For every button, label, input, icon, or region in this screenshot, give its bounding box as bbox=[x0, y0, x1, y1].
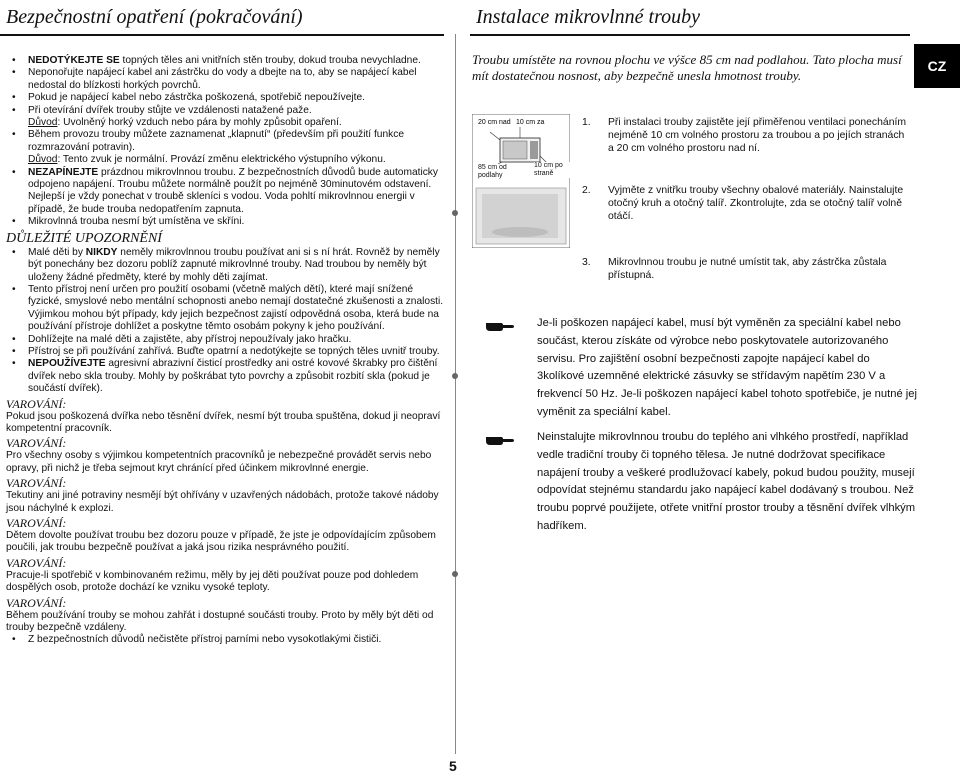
warning-heading: VAROVÁNÍ: bbox=[6, 436, 67, 451]
warning-heading: VAROVÁNÍ: bbox=[6, 595, 67, 610]
divider-dot bbox=[452, 373, 458, 379]
install-step bbox=[582, 256, 911, 282]
list-item: • NEPOUŽÍVEJTE agresivní abrazivní čisticí prostředky ani ostré kovové škrabky pro čištění dvířek nebo skla trouby. Mohly by poškrábat tyto povrchy a způsobit rozbití skla (pokud je součástí dvířek). bbox=[6, 358, 446, 395]
power-cable-note: Je-li poškozen napájecí kabel, musí být vyměněn za speciální kabel nebo součást, kterou získáte od výrobce nebo poskytovatele autorizovaného servisu. Pro zajištění osobní bezpečnosti zapojte napájecí kabel do 3kolíkové uzemněné elektrické zásuvky se střídavým napětím 230 V a frekvencí 50 Hz. Je-li poškozen napájecí kabel tohoto spotřebiče, je nutné jej vyměnit za speciální kabel. bbox=[537, 317, 917, 418]
pointing-hand-icon bbox=[485, 431, 515, 447]
installation-intro: Troubu umístěte na rovnou plochu ve výšce 85 cm nad podlahou. Tato plocha musí mít dostatečnou nosnost, aby bezpečně unesla hmotnost trouby. bbox=[472, 52, 902, 83]
list-item: • Během provozu trouby můžete zaznamenat „klapnutí“ (především při použití funkce rozmrazování potravin). bbox=[6, 129, 446, 154]
label-floor: 85 cm od podlahy bbox=[478, 164, 512, 180]
install-step bbox=[582, 184, 911, 223]
step-number: 2. bbox=[582, 185, 591, 196]
important-heading: DŮLEŽITÉ UPOZORNĚNÍ bbox=[6, 230, 162, 246]
list-item: • Při otevírání dvířek trouby stůjte ve vzdálenosti natažené paže. bbox=[6, 105, 446, 117]
microwave-door bbox=[503, 141, 527, 159]
turntable bbox=[492, 227, 548, 237]
divider-dot bbox=[452, 210, 458, 216]
warning-text: Během používání trouby se mohou zahřát i dostupné součásti trouby. Proto by měly být děti od trouby bezpečně vzdáleny. bbox=[6, 609, 434, 634]
left-header bbox=[0, 0, 444, 36]
step-text: Při instalaci trouby zajistěte její přiměřenou ventilaci ponecháním nejméně 10 cm volného prostoru za troubou a po jejích stranách a 20 cm volného prostoru nad ní. bbox=[608, 117, 907, 154]
safety-column bbox=[6, 55, 446, 647]
page-number: 5 bbox=[449, 758, 457, 774]
warning-text: Dětem dovolte používat troubu bez dozoru pouze v případě, že jste je odpovídajícím způsobem poučili, jak troubu bezpečně používat a jaká jsou rizika nesprávného použití. bbox=[6, 530, 436, 554]
step-text: Mikrovlnnou troubu je nutné umístit tak, aby zástrčka zůstala přístupná. bbox=[608, 257, 887, 281]
list-item: • Dohlížejte na malé děti a zajistěte, aby přístroj nepoužívaly jako hračku. bbox=[6, 334, 446, 346]
step-text: Vyjměte z vnitřku trouby všechny obalové materiály. Nainstalujte otočný kruh a otočný talíř. Zkontrolujte, zda se otočný talíř volně otáčí. bbox=[608, 185, 904, 222]
label-side: 10 cm po straně bbox=[534, 162, 570, 178]
label-top: 20 cm nad bbox=[478, 119, 511, 126]
warning-text: Pracuje-li spotřebič v kombinovaném režimu, měly by jej děti používat pouze pod dohledem dospělých osob, protože dochází ke vzniku vysoké teploty. bbox=[6, 569, 419, 594]
warning-text: Pokud jsou poškozená dvířka nebo těsnění dvířek, nesmí být trouba spuštěna, dokud ji neopraví kompetentní pracovník. bbox=[6, 410, 441, 434]
column-divider bbox=[455, 34, 456, 754]
label-side-box bbox=[534, 162, 570, 184]
right-header-title: Instalace mikrovlnné trouby bbox=[476, 6, 701, 28]
step-number: 1. bbox=[582, 117, 591, 128]
label-floor-box bbox=[478, 164, 512, 186]
control-panel bbox=[530, 141, 538, 159]
warning-text: Pro všechny osoby s výjimkou kompetentních pracovníků je nebezpečné provádět servis nebo opravy, při nichž je třeba sejmout kryt chránící před účinkem mikrovlnné energie. bbox=[6, 450, 432, 474]
list-item: • NEZAPÍNEJTE prázdnou mikrovlnnou troubu. Z bezpečnostních důvodů bude automaticky odpojeno napájení. Troubu můžete normálně použít po nejméně 30minutovém odstavení. bbox=[6, 167, 446, 192]
placement-note: Neinstalujte mikrovlnnou troubu do teplého ani vlhkého prostředí, například vedle tradiční trouby či topného tělesa. Je nutné dodržovat specifikace napájení trouby a veškeré prodlužovací kabely, pokud budou použity, musejí odpovídat stejnému standardu jako napájecí kabel dodávaný s troubou. Než troubu poprvé použijete, otřete vnitřní prostor trouby a těsnění dvířek vlhkým hadříkem. bbox=[537, 431, 916, 532]
warning-heading: VAROVÁNÍ: bbox=[6, 555, 67, 570]
pointing-hand-icon bbox=[485, 317, 515, 333]
list-item: • Mikrovlnná trouba nesmí být umístěna ve skříni. bbox=[6, 216, 446, 228]
step-number: 3. bbox=[582, 257, 591, 268]
list-item: • Přístroj se při používání zahřívá. Buďte opatrní a nedotýkejte se topných těles uvnitř trouby. bbox=[6, 346, 446, 358]
install-step bbox=[582, 116, 911, 155]
list-item: • NEDOTÝKEJTE SE topných těles ani vnitřních stěn trouby, dokud trouba nevychladne. bbox=[6, 55, 446, 67]
warning-heading: VAROVÁNÍ: bbox=[6, 476, 67, 491]
left-header-title: Bezpečnostní opatření (pokračování) bbox=[6, 6, 303, 28]
reason-line: Důvod: Uvolněný horký vzduch nebo pára by mohly způsobit opaření. bbox=[28, 117, 342, 129]
warning-text: Tekutiny ani jiné potraviny nesmějí být ohřívány v uzavřených nádobách, protože takové nádoby jsou náchylné k explozi. bbox=[6, 490, 439, 514]
list-item: • Malé děti by NIKDY neměly mikrovlnnou troubu používat ani si s ní hrát. Rovněž by neměly být ponechány bez dozoru poblíž zapnuté mikrovlnné trouby. Nad troubou by neměly být uloženy žádné předměty, které by mohly děti zajímat. bbox=[6, 247, 446, 284]
reason-line: Důvod: Tento zvuk je normální. Provází změnu elektrického výstupního výkonu. bbox=[28, 154, 386, 166]
label-back: 10 cm za bbox=[516, 119, 545, 126]
list-item: • Pokud je napájecí kabel nebo zástrčka poškozená, spotřebič nepoužívejte. bbox=[6, 92, 446, 104]
divider-dot bbox=[452, 571, 458, 577]
warning-heading: VAROVÁNÍ: bbox=[6, 516, 67, 530]
warning-heading: VAROVÁNÍ: bbox=[6, 396, 67, 411]
list-item: • Neponořujte napájecí kabel ani zástrčku do vody a dbejte na to, aby se napájecí kabel nedostal do blízkosti horkých povrchů. bbox=[6, 67, 446, 92]
microwave-clearance-diagram bbox=[472, 114, 570, 248]
language-tab: CZ bbox=[914, 44, 960, 88]
right-header bbox=[470, 0, 910, 36]
list-item: • Tento přístroj není určen pro použití osobami (včetně malých dětí), které mají snížené fyzické, smyslové nebo mentální schopnosti anebo nemají dostatečné zkušenosti a znalosti. Výjimkou mohou být případy, kdy jejich bezpečnost zajistí odpovědná osoba, která bude na používání přístroje dohlížet a poskytne těmto osobám pokyny k jeho používání. bbox=[6, 284, 446, 334]
list-item: • Z bezpečnostních důvodů nečistěte přístroj parními nebo vysokotlakými čističi. bbox=[6, 634, 446, 646]
list-item-continuation: Nejlepší je vždy ponechat v troubě skleníci s vodou. Voda pohltí mikrovlnnou energii v případě, že bude trouba nedopatřením zapnuta. bbox=[28, 191, 415, 215]
